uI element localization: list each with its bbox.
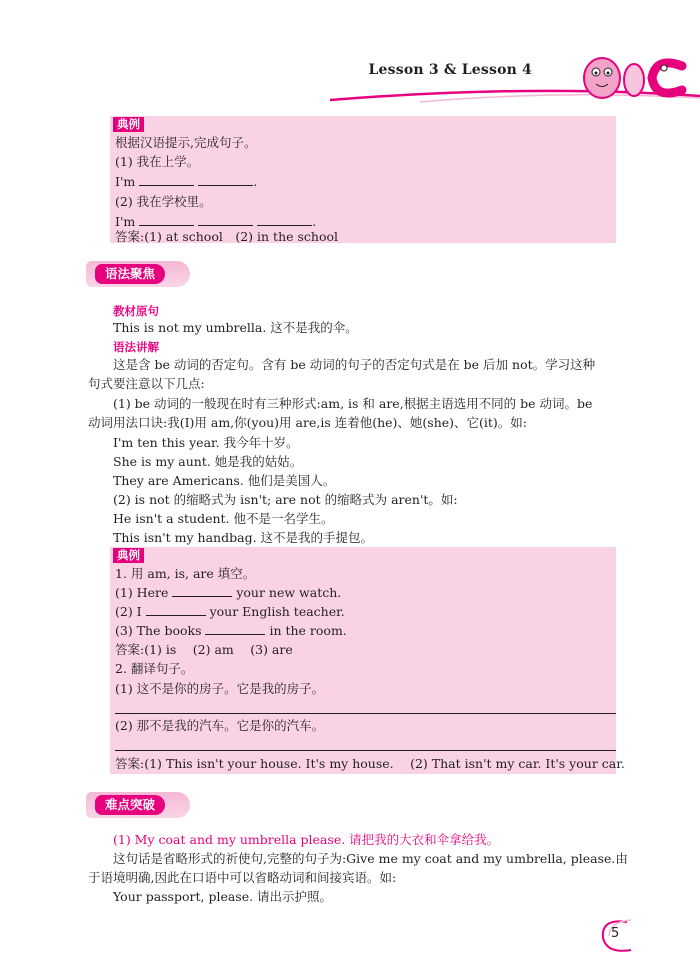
paragraph-text: 动词用法口诀:我(I)用 am,你(you)用 are,is 连着他(he)、她(she)、它(it)。如: <box>88 415 528 430</box>
answer-blank <box>205 623 265 635</box>
fill-question-3 <box>115 623 347 639</box>
example-sentence: He isn't a student. 他不是一名学生。 <box>113 511 334 526</box>
question-text: (3) The books <box>115 623 202 638</box>
lesson-header-title: Lesson 3 & Lesson 4 <box>368 62 532 78</box>
subheading-textbook-sentence: 教材原句 <box>113 304 159 318</box>
example-sentence: She is my aunt. 她是我的姑姑。 <box>113 454 303 469</box>
answer-blank <box>139 214 194 226</box>
answer-blank <box>146 604 206 616</box>
paragraph-text: (1) be 动词的一般现在时有三种形式:am, is 和 are,根据主语选用不同的 be 动词。be <box>113 396 593 411</box>
answer-blank <box>172 585 232 597</box>
example-box-1 <box>110 116 616 243</box>
answer-line <box>115 750 616 751</box>
paragraph-text: 句式要注意以下几点: <box>88 376 205 391</box>
answer-line-1: I'm . <box>115 174 258 189</box>
bc-logo-mascot <box>560 44 690 104</box>
answer-blank <box>139 174 194 186</box>
section-header-difficulties <box>86 792 190 818</box>
example-answer: 答案:(1) This isn't your house. It's my house. (2) That isn't my car. It's your car. <box>115 756 625 771</box>
answer-line-2: I'm . <box>115 214 317 229</box>
paragraph-text: (2) is not 的缩略式为 isn't; are not 的缩略式为 aren't。如: <box>113 492 458 507</box>
question-cn-2: (2) 我在学校里。 <box>115 194 212 209</box>
example-answer: 答案:(1) at school (2) in the school <box>115 229 339 244</box>
example-sentence: This isn't my handbag. 这不是我的手提包。 <box>113 530 374 545</box>
page-number: 5 <box>611 926 620 941</box>
question-text: your new watch. <box>236 585 342 600</box>
question-text: your English teacher. <box>209 604 345 619</box>
example-tag: 典例 <box>113 548 144 563</box>
section-title: 难点突破 <box>95 795 165 815</box>
textbook-sentence: This is not my umbrella. 这不是我的伞。 <box>113 320 358 335</box>
paragraph-text: 这句话是省略形式的祈使句,完整的句子为:Give me my coat and my umbrella, please.由 <box>113 851 628 866</box>
example-sentence: I'm ten this year. 我今年十岁。 <box>113 435 299 450</box>
section-title: 语法聚焦 <box>95 264 165 284</box>
fill-question-1 <box>115 585 341 601</box>
answer-blank <box>257 214 312 226</box>
fill-question-2 <box>115 604 345 620</box>
answer-blank <box>198 214 253 226</box>
question-text: (1) Here <box>115 585 169 600</box>
question-text: in the room. <box>269 623 347 638</box>
subheading-grammar-explanation: 语法讲解 <box>113 340 159 354</box>
example-box-2 <box>110 547 625 774</box>
question-title: 1. 用 am, is, are 填空。 <box>115 566 256 581</box>
translate-question-1: (1) 这不是你的房子。它是我的房子。 <box>115 681 325 696</box>
translate-question-2: (2) 那不是我的汽车。它是你的汽车。 <box>115 718 325 733</box>
example-tag: 典例 <box>113 117 144 132</box>
question-en-1: I'm <box>115 174 136 189</box>
question-text: (2) I <box>115 604 142 619</box>
instruction-text: 根据汉语提示,完成句子。 <box>115 135 257 150</box>
example-sentence: They are Americans. 他们是美国人。 <box>113 473 336 488</box>
question-title: 2. 翻译句子。 <box>115 661 194 676</box>
question-cn-1: (1) 我在上学。 <box>115 154 200 169</box>
paragraph-text: 于语境明确,因此在口语中可以省略动词和间接宾语。如: <box>88 870 397 885</box>
question-en-2: I'm <box>115 214 136 229</box>
example-answer: 答案:(1) is (2) am (3) are <box>115 642 293 657</box>
section-header-grammar <box>86 261 190 287</box>
answer-line <box>115 713 616 714</box>
paragraph-text: 这是含 be 动词的否定句。含有 be 动词的句子的否定句式是在 be 后加 not。学习这种 <box>113 357 596 372</box>
difficulty-heading: (1) My coat and my umbrella please. 请把我的大衣和伞拿给我。 <box>113 832 500 847</box>
answer-blank <box>198 174 253 186</box>
example-sentence: Your passport, please. 请出示护照。 <box>113 889 333 904</box>
